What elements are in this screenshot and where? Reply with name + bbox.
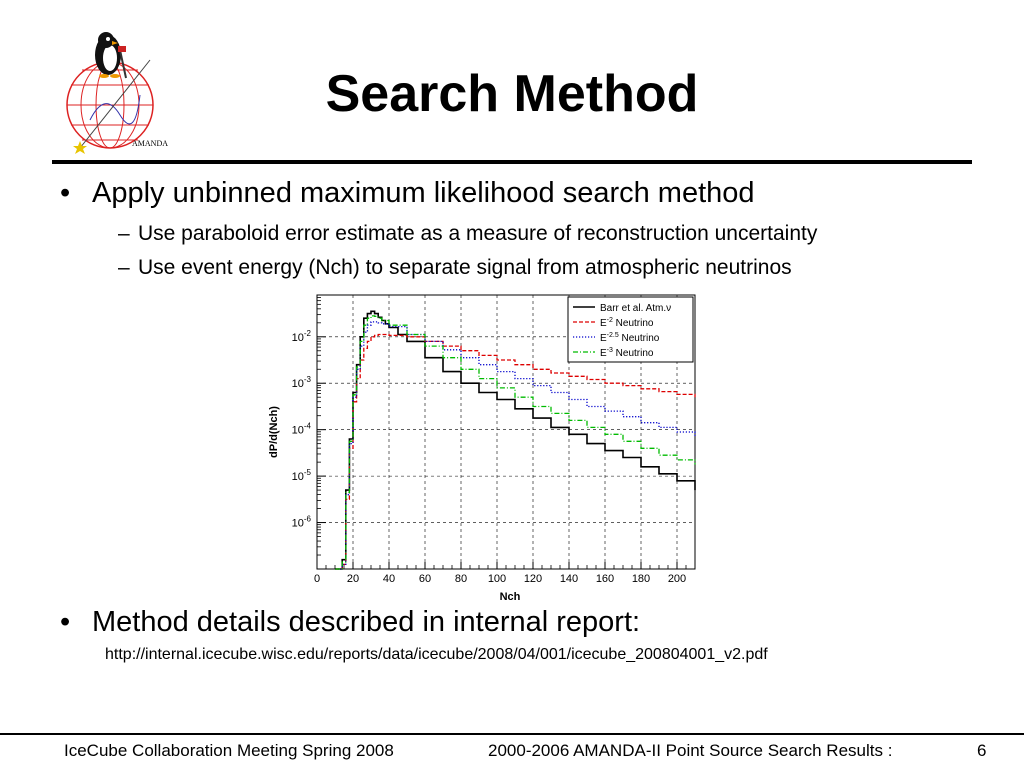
footer-left: IceCube Collaboration Meeting Spring 2008 (64, 741, 394, 760)
x-tick-label: 180 (631, 573, 651, 585)
x-tick-label: 200 (667, 573, 687, 585)
bullet-symbol: • (60, 606, 71, 638)
bullet-text: Method details described in internal report: (92, 606, 641, 638)
sub-bullet-text: Use event energy (Nch) to separate signal from atmospheric neutrinos (138, 256, 792, 279)
x-axis-label: Nch (499, 591, 521, 603)
title-divider (52, 160, 972, 164)
y-tick-label: $10^{-4}$ (291, 421, 311, 437)
y-tick-label: $10^{-3}$ (291, 375, 311, 391)
dash-symbol: – (118, 256, 130, 279)
x-tick-label: 120 (523, 573, 543, 585)
sub-bullet-text: Use paraboloid error estimate as a measure of reconstruction uncertainty (138, 222, 818, 245)
logo-label: AMANDA (132, 139, 168, 148)
y-tick-label: $10^{-2}$ (291, 328, 311, 344)
footer-divider (0, 733, 1024, 735)
x-tick-label: 160 (595, 573, 615, 585)
x-tick-label: 140 (559, 573, 579, 585)
chart-canvas (255, 292, 705, 604)
y-tick-label: $10^{-6}$ (291, 514, 311, 530)
page-title: Search Method (325, 65, 699, 123)
x-tick-label: 20 (346, 573, 360, 585)
star-icon (73, 141, 87, 154)
bullet-text: Apply unbinned maximum likelihood search method (92, 177, 755, 209)
legend-label-e25: $E^{-2.5}$ Neutrino (600, 332, 660, 344)
x-tick-label: 100 (487, 573, 507, 585)
x-tick-label: 60 (418, 573, 432, 585)
x-tick-label: 0 (313, 573, 321, 585)
report-link[interactable]: http://internal.icecube.wisc.edu/reports/data/icecube/2008/04/001/icecube_200804001_v2.pdf (105, 646, 768, 663)
bullet-symbol: • (60, 177, 71, 209)
dash-symbol: – (118, 222, 130, 245)
y-tick-label: $10^{-5}$ (291, 468, 311, 484)
legend-label-e3: $E^{-3}$ Neutrino (600, 347, 654, 359)
x-tick-label: 40 (382, 573, 396, 585)
legend-label-atm: Barr et al. Atm.ν (600, 303, 672, 314)
y-axis-label: dP/d(Nch) (268, 406, 280, 458)
legend-label-e2: $E^{-2}$ Neutrino (600, 317, 654, 329)
footer-center: 2000-2006 AMANDA-II Point Source Search Results : (488, 741, 893, 760)
x-tick-label: 80 (454, 573, 468, 585)
nch-distribution-chart (255, 292, 705, 604)
page-number: 6 (977, 741, 987, 760)
